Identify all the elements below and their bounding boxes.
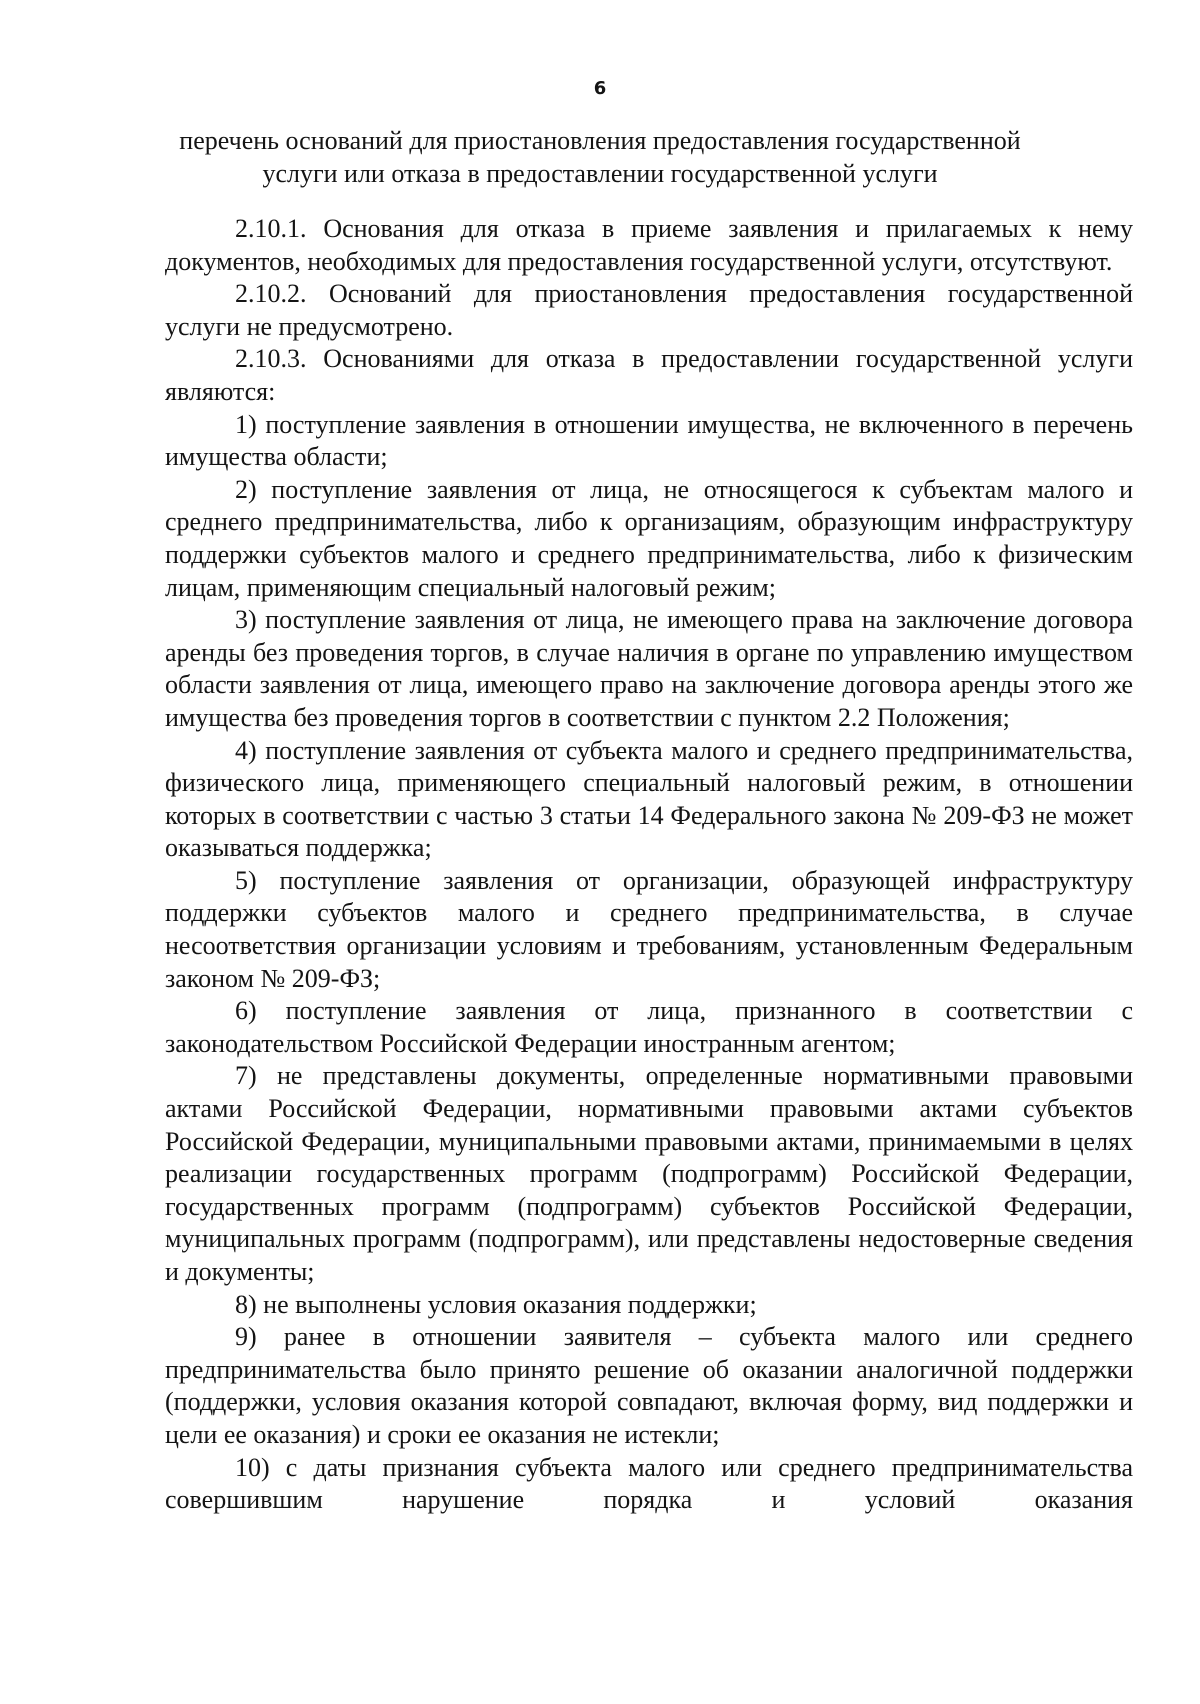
paragraph-2-10-1: 2.10.1. Основания для отказа в приеме заявления и прилагаемых к нему документов, необходимых для предоставления государственной услуги, отсутствуют. [165, 214, 1133, 276]
list-item-1: 1) поступление заявления в отношении имущества, не включенного в перечень имущества области; [165, 409, 1133, 472]
section-heading: перечень оснований для приостановления предоставления государственной услуги или отказа в предоставлении государственной услуги [179, 126, 1021, 188]
list-item-2: 2) поступление заявления от лица, не относящегося к субъектам малого и среднего предпринимательства, либо к организациям, образующим инфраструктуру поддержки субъектов малого и среднего предпринимательства, либо к физическим лицам, применяющим специальный налоговый режим; [165, 474, 1133, 602]
paragraph-2-10-2: 2.10.2. Оснований для приостановления предоставления государственной услуги не предусмотрено. [165, 279, 1133, 341]
paragraph-2-10-3: 2.10.3. Основаниями для отказа в предоставлении государственной услуги являются: [165, 344, 1133, 406]
list-item-8: 8) не выполнены условия оказания поддержки; [235, 1289, 757, 1319]
document-body [165, 213, 1133, 1517]
list-item-9: 9) ранее в отношении заявителя – субъекта малого или среднего предпринимательства было принято решение об оказании аналогичной поддержки (поддержки, условия оказания которой совпадают, включая форму, вид поддержки и цели ее оказания) и сроки ее оказания не истекли; [165, 1322, 1133, 1449]
page-number: 6 [593, 78, 607, 99]
list-item-4: 4) поступление заявления от субъекта малого и среднего предпринимательства, физического лица, применяющего специальный налоговый режим, в отношении которых в соответствии с частью 3 статьи 14 Федерального закона № 209-ФЗ не может оказываться поддержка; [165, 735, 1133, 863]
list-item-7: 7) не представлены документы, определенные нормативными правовыми актами Российской Федерации, нормативными правовыми актами субъектов Российской Федерации, муниципальными правовыми актами, принимаемыми в целях реализации государственных программ (подпрограмм) Российской Федерации, государственных программ (подпрограмм) субъектов Российской Федерации, муниципальных программ (подпрограмм), или представлены недостоверные сведения и документы; [165, 1061, 1133, 1286]
list-item-6: 6) поступление заявления от лица, признанного в соответствии с законодательством Российской Федерации иностранным агентом; [165, 996, 1133, 1058]
list-item-10: 10) с даты признания субъекта малого или среднего предпринимательства совершившим нарушение порядка и условий оказания [165, 1452, 1133, 1515]
list-item-5: 5) поступление заявления от организации, образующей инфраструктуру поддержки субъектов малого и среднего предпринимательства, в случае несоответствия организации условиям и требованиям, установленным Федеральным законом № 209-ФЗ; [165, 865, 1133, 993]
list-item-3: 3) поступление заявления от лица, не имеющего права на заключение договора аренды без проведения торгов, в случае наличия в органе по управлению имуществом области заявления от лица, имеющего право на заключение договора аренды этого же имущества без проведения торгов в соответствии с пунктом 2.2 Положения; [165, 605, 1133, 732]
